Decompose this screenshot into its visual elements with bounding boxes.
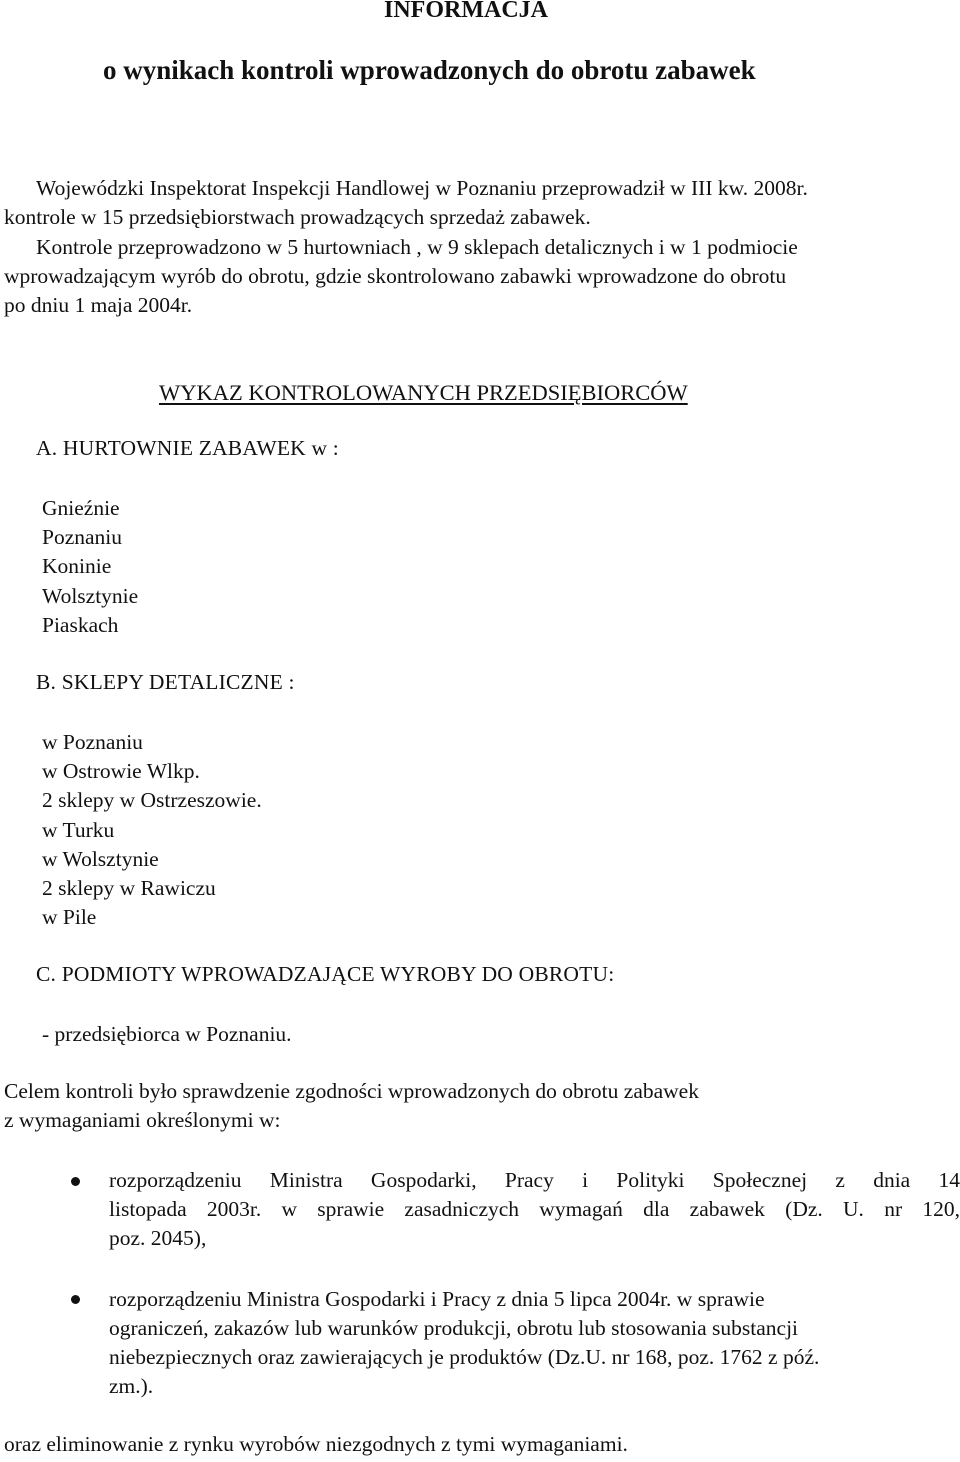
wykaz-heading: WYKAZ KONTROLOWANYCH PRZEDSIĘBIORCÓW bbox=[159, 380, 688, 405]
purpose-line-2: z wymaganiami określonymi w: bbox=[4, 1108, 281, 1132]
section-c-item: - przedsiębiorca w Poznaniu. bbox=[42, 1022, 292, 1046]
document-subtitle: o wynikach kontroli wprowadzonych do obrotu zabawek bbox=[103, 55, 756, 85]
list-item: w Turku bbox=[42, 817, 115, 842]
regulation-1-line-1: rozporządzeniu Ministra Gospodarki, Pracy i Polityki Społecznej z dnia 14 bbox=[109, 1168, 960, 1192]
regulation-item-1 bbox=[109, 1166, 960, 1253]
list-item: Gnieźnie bbox=[42, 496, 120, 520]
regulation-2-line-1: rozporządzeniu Ministra Gospodarki i Pracy z dnia 5 lipca 2004r. w sprawie bbox=[109, 1287, 765, 1311]
section-a-list bbox=[42, 494, 138, 640]
section-b-heading: B. SKLEPY DETALICZNE : bbox=[36, 670, 295, 694]
list-item: w Ostrowie Wlkp. bbox=[42, 759, 200, 784]
intro-line-3: Kontrole przeprowadzono w 5 hurtowniach , w 9 sklepach detalicznych i w 1 podmiocie bbox=[36, 235, 798, 259]
list-item: Koninie bbox=[42, 554, 112, 579]
bullet-icon bbox=[71, 1177, 80, 1186]
purpose-line-1: Celem kontroli było sprawdzenie zgodności wprowadzonych do obrotu zabawek bbox=[4, 1079, 699, 1103]
list-item: Poznaniu bbox=[42, 525, 123, 550]
document-title: INFORMACJA bbox=[384, 0, 548, 23]
intro-line-1: Wojewódzki Inspektorat Inspekcji Handlowej w Poznaniu przeprowadził w III kw. 2008r. bbox=[36, 176, 808, 200]
section-a-heading: A. HURTOWNIE ZABAWEK w : bbox=[36, 436, 339, 460]
regulation-2-line-4: zm.). bbox=[109, 1374, 154, 1398]
list-item: w Poznaniu bbox=[42, 730, 143, 754]
section-c-heading: C. PODMIOTY WPROWADZAJĄCE WYROBY DO OBROTU: bbox=[36, 962, 615, 986]
list-item: Piaskach bbox=[42, 612, 119, 637]
section-b-list bbox=[42, 728, 262, 932]
list-item: 2 sklepy w Rawiczu bbox=[42, 876, 216, 901]
intro-line-2: kontrole w 15 przedsiębiorstwach prowadzących sprzedaż zabawek. bbox=[4, 205, 591, 229]
regulation-item-2 bbox=[109, 1285, 819, 1401]
regulation-1-line-2: listopada 2003r. w sprawie zasadniczych wymagań dla zabawek (Dz. U. nr 120, bbox=[109, 1197, 960, 1221]
list-item: w Pile bbox=[42, 905, 97, 930]
bullet-icon bbox=[71, 1295, 80, 1304]
intro-line-5: po dniu 1 maja 2004r. bbox=[4, 293, 193, 317]
regulation-2-line-2: ograniczeń, zakazów lub warunków produkcji, obrotu lub stosowania substancji bbox=[109, 1316, 799, 1340]
list-item: Wolsztynie bbox=[42, 583, 139, 608]
list-item: 2 sklepy w Ostrzeszowie. bbox=[42, 788, 262, 813]
closing-line: oraz eliminowanie z rynku wyrobów niezgodnych z tymi wymaganiami. bbox=[4, 1432, 628, 1456]
list-item: w Wolsztynie bbox=[42, 846, 159, 871]
regulation-1-line-3: poz. 2045), bbox=[109, 1226, 207, 1250]
intro-line-4: wprowadzającym wyrób do obrotu, gdzie skontrolowano zabawki wprowadzone do obrotu bbox=[4, 264, 787, 288]
regulation-2-line-3: niebezpiecznych oraz zawierających je produktów (Dz.U. nr 168, poz. 1762 z póź. bbox=[109, 1345, 820, 1369]
